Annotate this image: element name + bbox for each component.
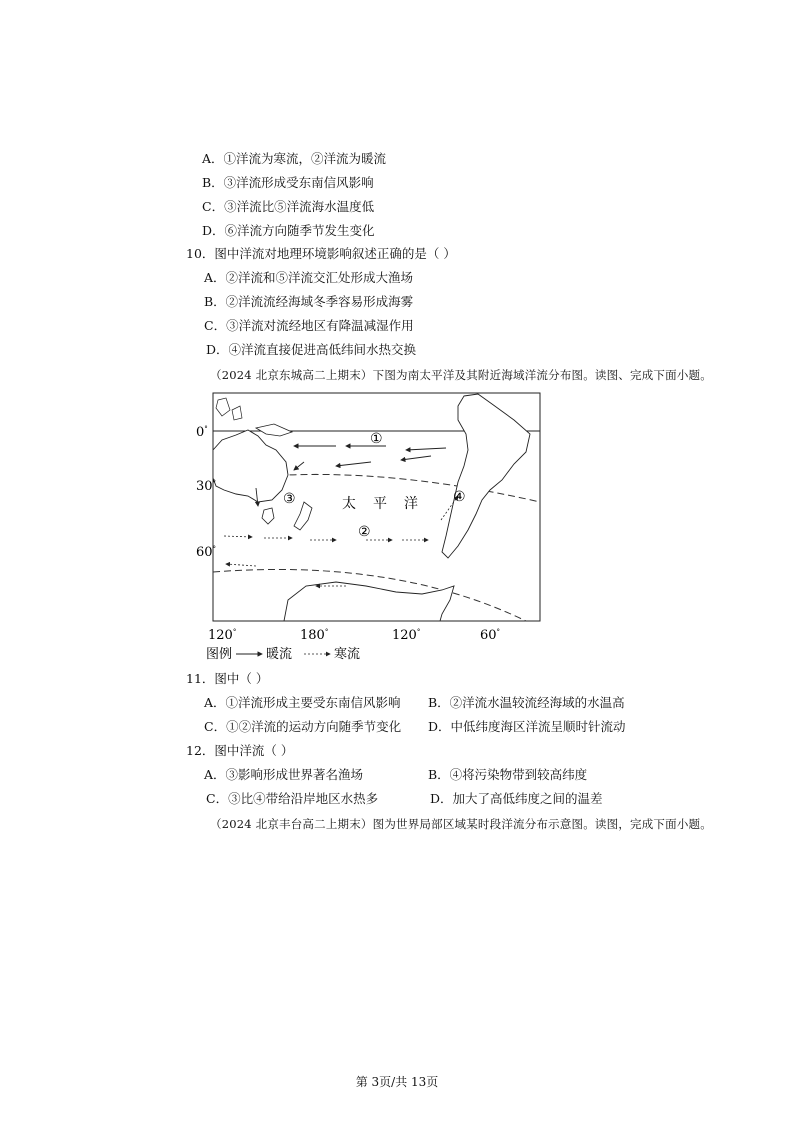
source-note-2: （2024 北京丰台高二上期末）图为世界局部区域某时段洋流分布示意图。读图，完成下面小题。 [210,817,712,831]
island [232,406,242,420]
legend-warm-label: 暖流 [266,647,293,662]
legend-label: 图例 [206,647,233,662]
lon-label-60: 60° [480,628,501,643]
marker-3: ③ [283,491,296,507]
cold-current-arrow [226,564,256,566]
australia-landmass [213,430,288,502]
marker-1: ① [370,431,383,447]
q11-option-c: C．①②洋流的运动方向随季节变化 [204,719,402,734]
new-guinea [256,424,292,436]
q9-option-d: D．⑥洋流方向随季节发生变化 [202,223,375,238]
south-pacific-ocean-current-map [196,390,546,665]
q10-option-b: B．②洋流流经海域冬季容易形成海雾 [204,294,414,309]
q9-option-c: C．③洋流比⑤洋流海水温度低 [202,199,375,214]
south-america-landmass [442,394,530,558]
antarctica-landmass [284,582,454,621]
warm-current-arrow [406,448,446,450]
marker-4: ④ [453,489,466,505]
q10-option-a: A．②洋流和⑤洋流交汇处形成大渔场 [204,270,414,285]
ocean-name-char: 洋 [404,496,418,512]
lat-label-30: 30° [196,479,217,494]
lon-label-180: 180° [300,628,329,643]
source-note-1: （2024 北京东城高二上期末）下图为南太平洋及其附近海域洋流分布图。读图、完成下面小题。 [210,368,712,382]
q10-option-c: C．③洋流对流经地区有降温减湿作用 [204,318,414,333]
q12-stem: 12．图中洋流（ ） [186,743,294,758]
q12-option-c: C．③比④带给沿岸地区水热多 [206,791,379,806]
lon-label-120w: 120° [208,628,237,643]
warm-current-arrow [401,456,431,460]
q9-option-b: B．③洋流形成受东南信风影响 [202,175,374,190]
island [216,398,230,416]
q9-option-a: A．①洋流为寒流，②洋流为暖流 [202,151,387,166]
ocean-name-char: 太 [342,496,356,512]
q10-option-d: D．④洋流直接促进高低纬间水热交换 [206,342,417,357]
cold-current-arrows [224,496,458,586]
lon-label-120e: 120° [392,628,421,643]
warm-current-arrow [336,462,371,466]
q11-option-d: D．中低纬度海区洋流呈顺时针流动 [428,719,626,734]
tasmania [262,508,274,524]
q11-stem: 11．图中（ ） [186,671,269,686]
legend-cold-label: 寒流 [334,647,361,662]
lat-label-0: 0° [196,425,208,440]
cold-current-arrow [224,536,252,537]
q11-option-b: B．②洋流水温较流经海域的水温高 [428,695,625,710]
page-footer: 第 3页/共 13页 [355,1075,439,1089]
q11-option-a: A．①洋流形成主要受东南信风影响 [204,695,401,710]
q10-stem: 10．图中洋流对地理环境影响叙述正确的是（ ） [186,246,456,261]
q12-option-b: B．④将污染物带到较高纬度 [428,767,588,782]
new-zealand [294,502,312,530]
marker-2: ② [358,524,371,540]
ocean-name-char: 平 [373,496,387,512]
q12-option-d: D．加大了高低纬度之间的温差 [430,791,603,806]
warm-current-arrow [294,462,304,470]
lat-label-60: 60° [196,545,217,560]
q12-option-a: A．③影响形成世界著名渔场 [204,767,364,782]
